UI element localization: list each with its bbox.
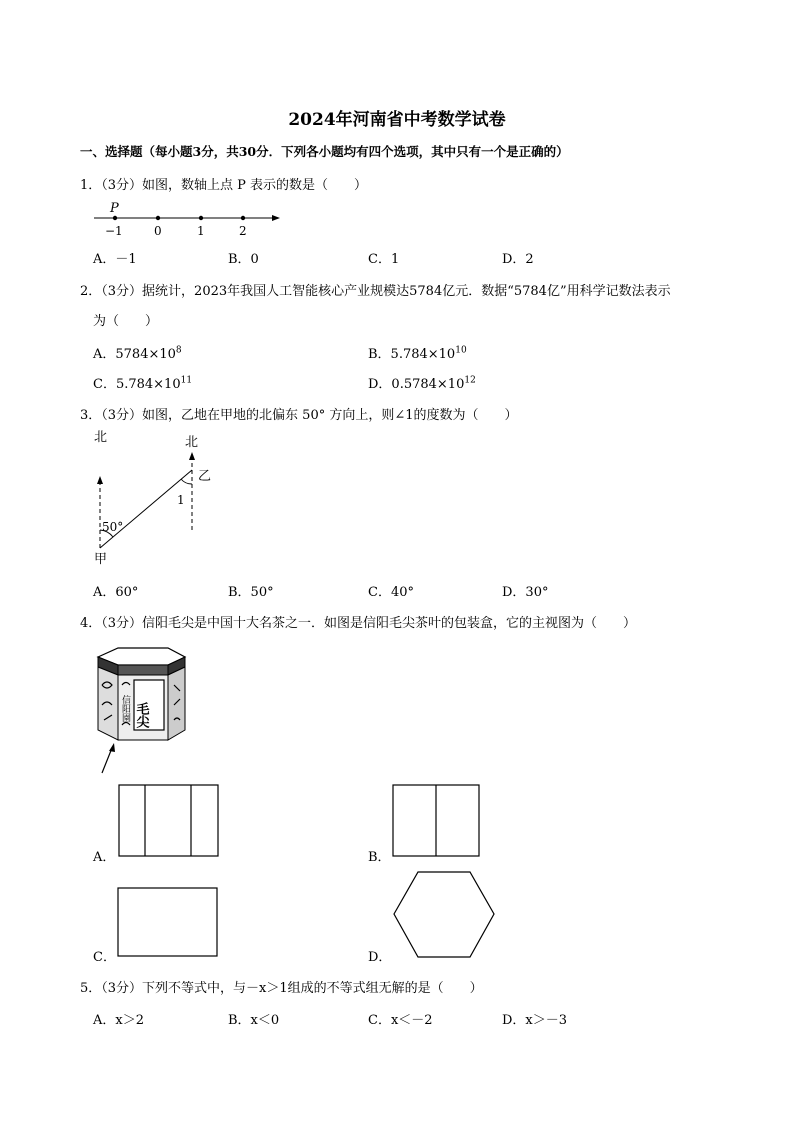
- question-4-stem: 4．（3分）信阳毛尖是中国十大名茶之一．如图是信阳毛尖茶叶的包装盒，它的主视图为（ ）: [80, 616, 637, 631]
- option-a: A．60°: [93, 585, 139, 600]
- option-b-figure: [392, 784, 482, 858]
- arrow-icon: [109, 743, 115, 752]
- option-c: C．$5.784\times 10^{11}$: [93, 375, 193, 392]
- option-b: B．0: [228, 252, 259, 267]
- point-p: [113, 216, 117, 220]
- option-d: D．$0.5784\times 10^{12}$: [368, 375, 476, 392]
- arrow-icon: [272, 215, 280, 221]
- question-2-stem: 2．（3分）据统计，2023年我国人工智能核心产业规模达5784亿元．数据“5784亿”用科学记数法表示: [80, 284, 671, 299]
- option-d: D．30°: [502, 585, 549, 600]
- tick-label: 1: [197, 224, 205, 238]
- number-line-figure: [88, 198, 288, 242]
- north-label-a: 北: [94, 430, 108, 445]
- angle-mark: 1: [177, 493, 185, 507]
- option-c: C．: [93, 950, 116, 965]
- option-b: B．$5.784\times 10^{10}$: [368, 345, 467, 362]
- arrow-icon: [97, 476, 103, 484]
- arrow-icon: [189, 452, 195, 460]
- option-d-figure: [392, 870, 496, 960]
- place-label-b: 乙: [198, 469, 212, 484]
- option-b: B．x＜0: [228, 1013, 280, 1028]
- option-a: A．: [93, 850, 116, 865]
- north-label-b: 北: [185, 435, 199, 450]
- box-label-main: 毛尖: [133, 702, 149, 728]
- option-b: B．50°: [228, 585, 274, 600]
- point-label: P: [110, 201, 119, 216]
- tick-label: −1: [105, 224, 123, 238]
- option-c-figure: [117, 887, 219, 958]
- tea-box-figure: [90, 645, 195, 775]
- option-b: B．: [368, 850, 391, 865]
- option-d: D．2: [502, 252, 534, 267]
- tick-label: 2: [239, 224, 247, 238]
- place-label-a: 甲: [94, 552, 108, 567]
- tick-label: 0: [154, 224, 162, 238]
- option-c: C．40°: [368, 585, 414, 600]
- question-3-stem: 3．（3分）如图，乙地在甲地的北偏东 50° 方向上，则∠1的度数为（ ）: [80, 408, 518, 423]
- option-a: A．$5784\times 10^8$: [93, 345, 182, 362]
- option-a: A．x＞2: [93, 1013, 144, 1028]
- option-a: A．－1: [93, 252, 137, 267]
- box-label-side: 信阳園: [120, 695, 130, 722]
- option-a-figure: [118, 784, 220, 858]
- question-2-stem-cont: 为（ ）: [93, 314, 159, 329]
- direction-figure: [88, 430, 228, 570]
- section-heading: 一、选择题（每小题3分，共30分．下列各小题均有四个选项，其中只有一个是正确的）: [80, 144, 569, 159]
- question-5-stem: 5．（3分）下列不等式中，与－x＞1组成的不等式组无解的是（ ）: [80, 981, 483, 996]
- option-c: C．1: [368, 252, 400, 267]
- page-title: 2024年河南省中考数学试卷: [288, 110, 506, 130]
- angle-label: 50°: [102, 520, 124, 534]
- option-c: C．x＜－2: [368, 1013, 433, 1028]
- question-1-stem: 1．（3分）如图，数轴上点 P 表示的数是（ ）: [80, 178, 368, 193]
- option-d: D．: [368, 950, 392, 965]
- option-d: D．x＞－3: [502, 1013, 568, 1028]
